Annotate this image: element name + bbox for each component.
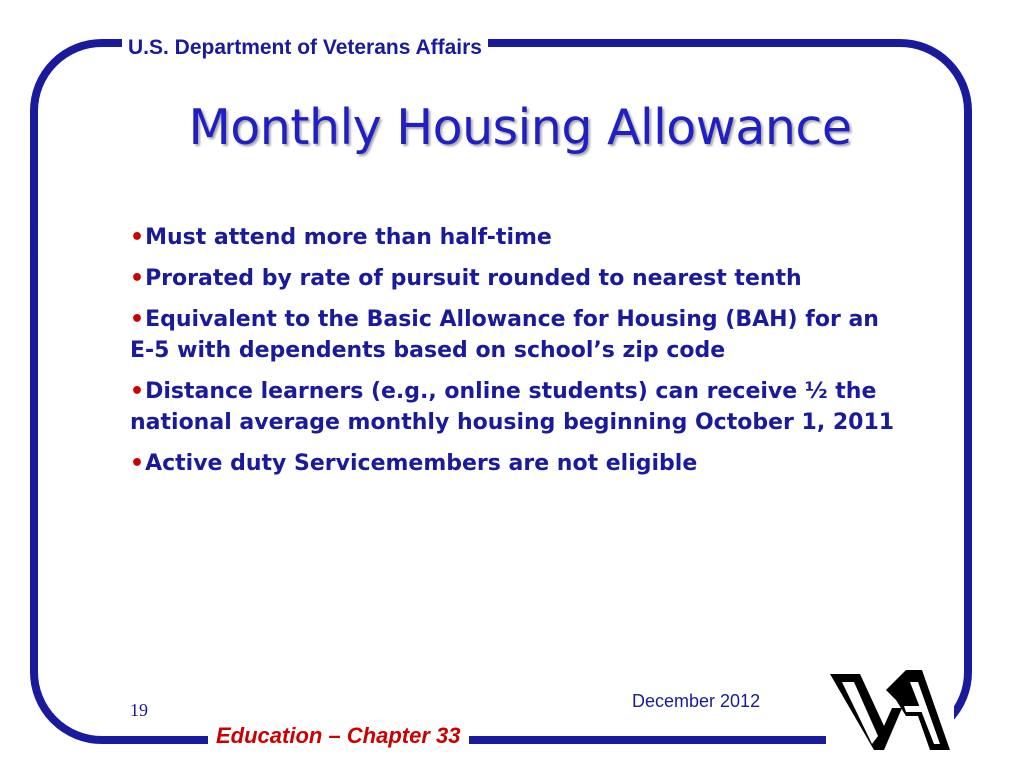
bullet-text: Distance learners (e.g., online students) can receive ½ the national average monthly housing beginning October 1, 2011 bbox=[130, 379, 895, 435]
bullet-text: Equivalent to the Basic Allowance for Housing (BAH) for an E-5 with dependents based on school’s zip code bbox=[130, 307, 879, 363]
bullet-icon: • bbox=[130, 379, 145, 404]
slide-title: Monthly Housing Allowance bbox=[188, 99, 852, 156]
bullet-item bbox=[130, 222, 900, 253]
organization-header: U.S. Department of Veterans Affairs bbox=[122, 33, 488, 63]
bullet-text: Must attend more than half-time bbox=[145, 225, 552, 250]
chapter-label: Education – Chapter 33 bbox=[208, 720, 469, 752]
bullet-icon: • bbox=[130, 451, 145, 476]
va-logo-icon bbox=[826, 660, 954, 760]
bullet-icon: • bbox=[130, 266, 145, 291]
bullet-text: Prorated by rate of pursuit rounded to nearest tenth bbox=[145, 266, 802, 291]
date-label: December 2012 bbox=[632, 691, 761, 711]
bullet-text: Active duty Servicemembers are not eligible bbox=[145, 451, 698, 476]
bullet-item bbox=[130, 263, 900, 294]
bullet-list bbox=[130, 222, 900, 489]
bullet-icon: • bbox=[130, 307, 145, 332]
bullet-icon: • bbox=[130, 225, 145, 250]
bullet-item bbox=[130, 448, 900, 479]
bullet-item bbox=[130, 376, 900, 438]
page-number: 19 bbox=[130, 700, 148, 720]
bullet-item bbox=[130, 304, 900, 366]
